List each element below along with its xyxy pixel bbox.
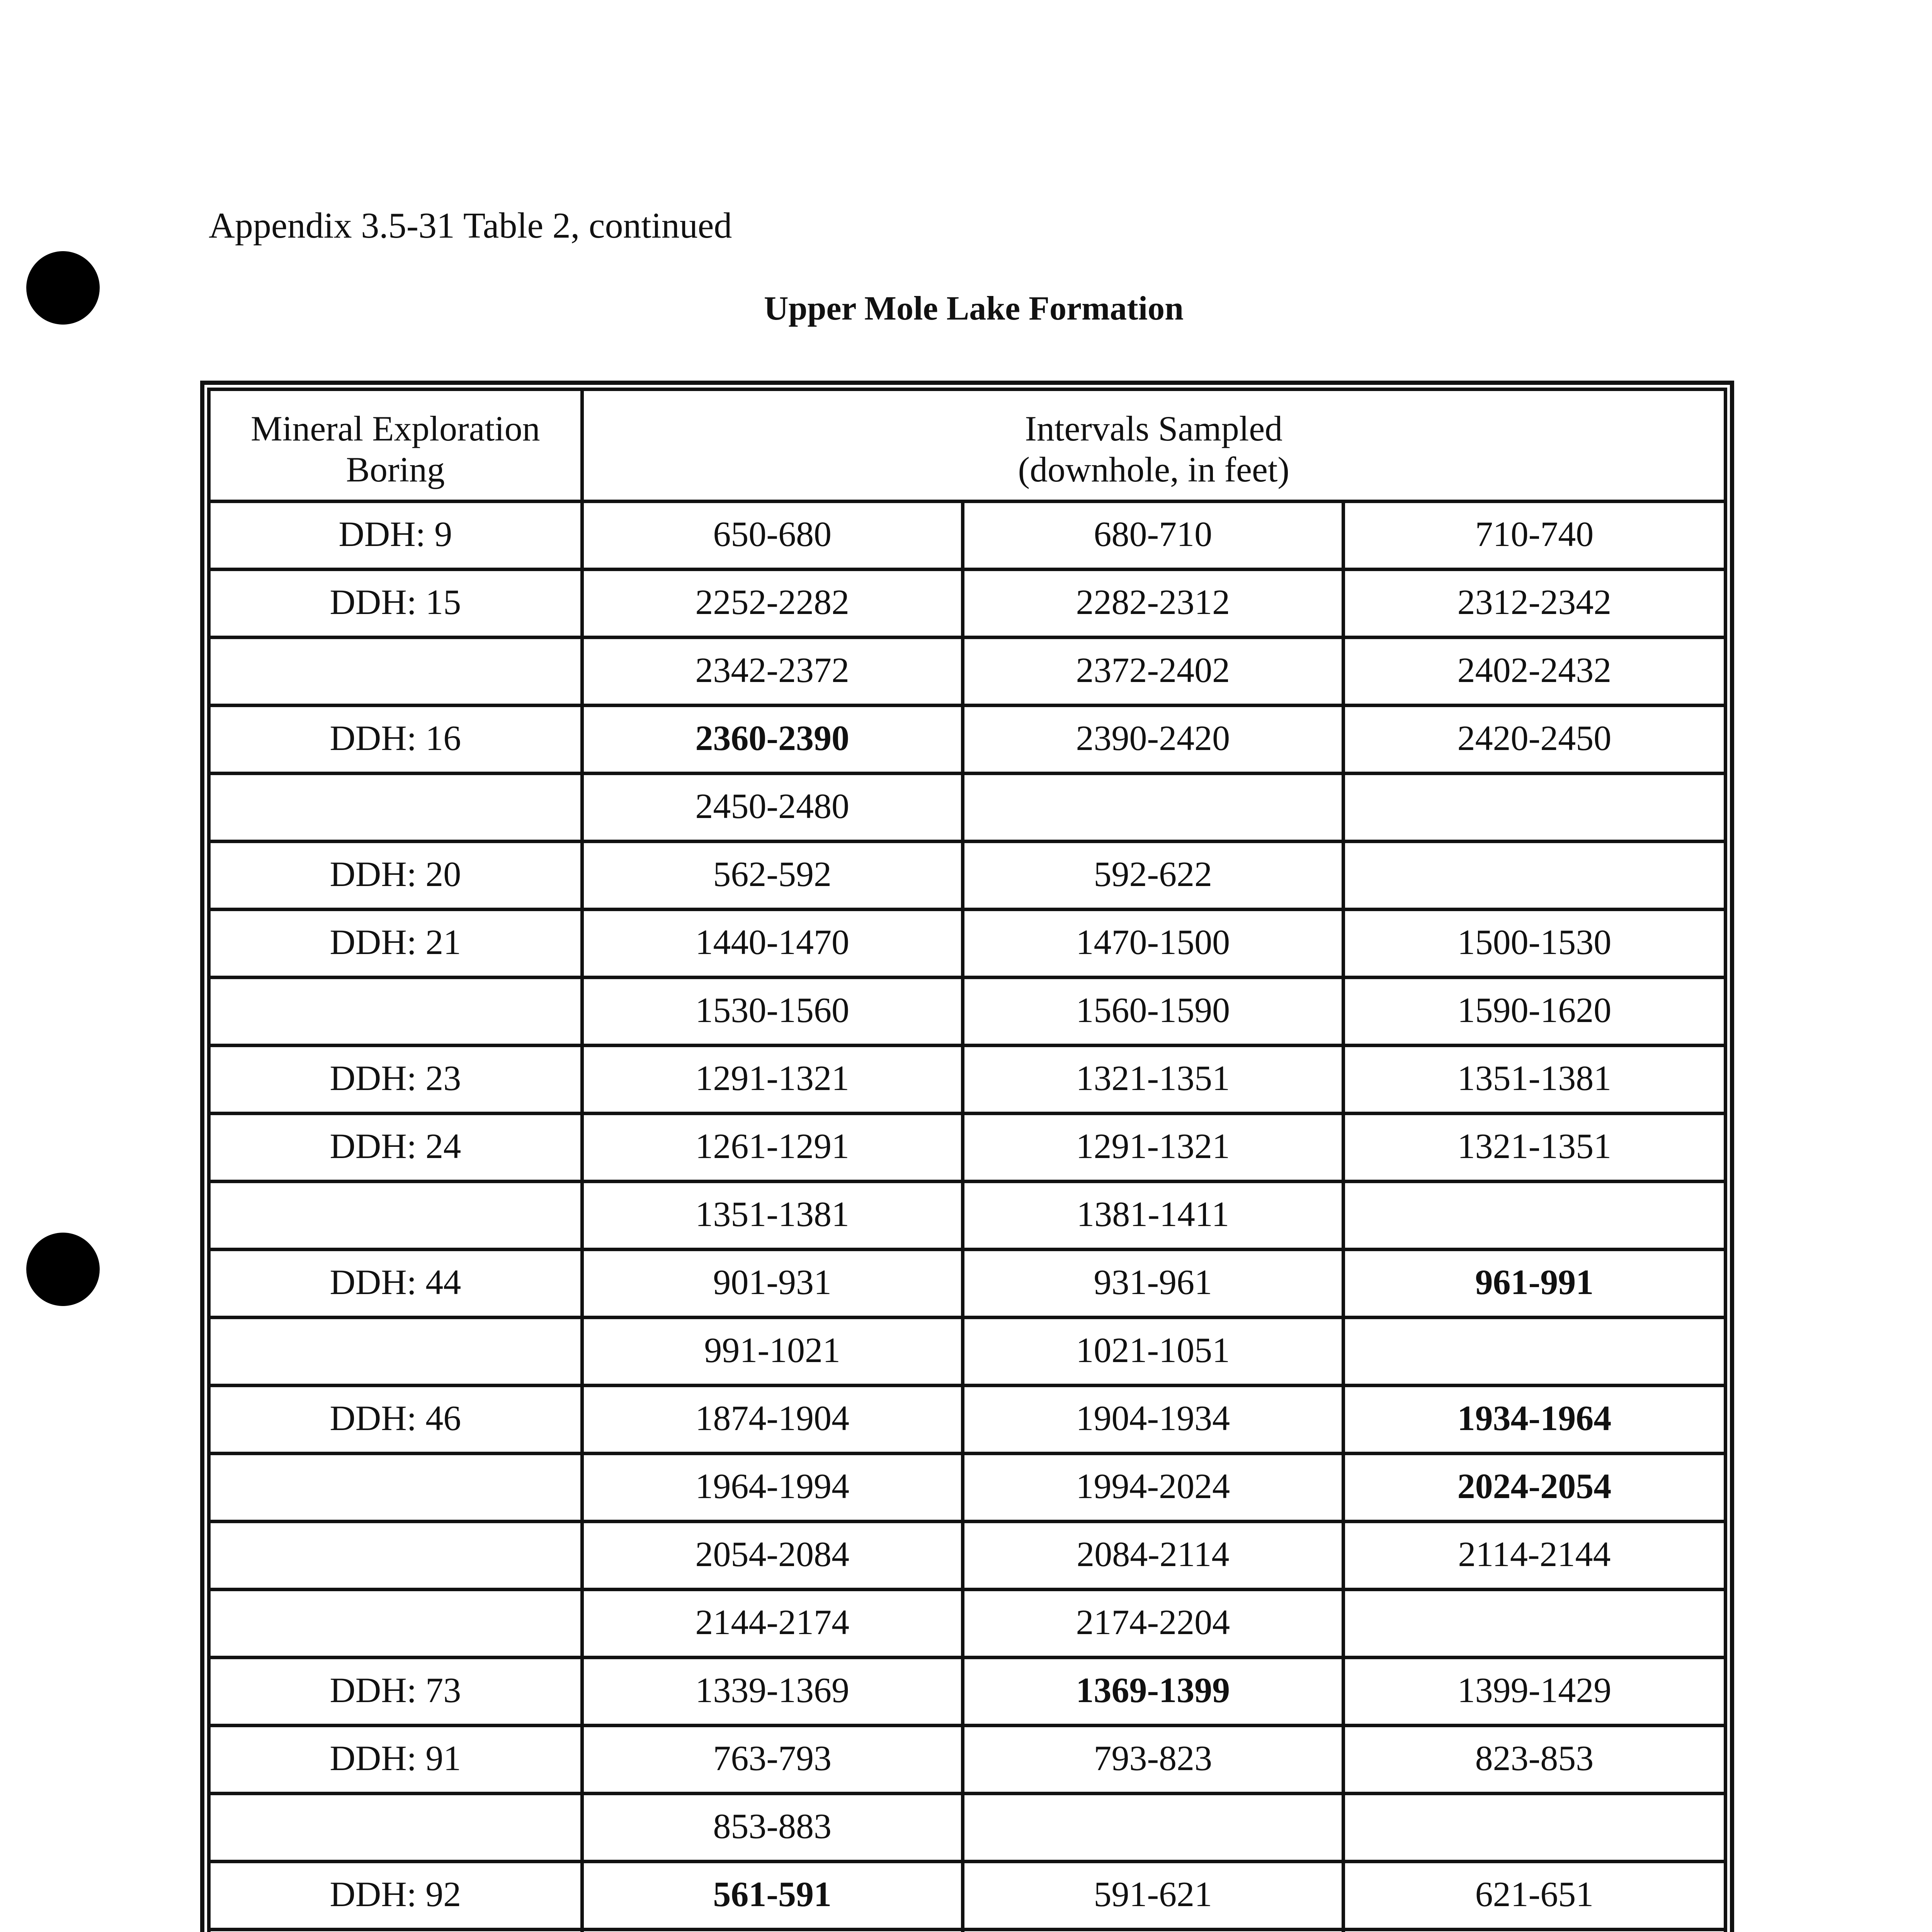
interval-cell: 2054-2084 <box>582 1522 963 1590</box>
interval-cell: 621-651 <box>1343 1862 1725 1930</box>
table-row <box>209 774 1726 842</box>
interval-cell <box>963 774 1343 842</box>
interval-cell: 562-592 <box>582 842 963 910</box>
interval-cell: 2024-2054 <box>1343 1454 1725 1522</box>
interval-cell: 823-853 <box>1343 1726 1725 1794</box>
interval-cell: 1321-1351 <box>963 1046 1343 1114</box>
interval-cell: 1530-1560 <box>582 978 963 1046</box>
interval-cell: 2174-2204 <box>963 1590 1343 1658</box>
boring-cell <box>209 1318 582 1386</box>
interval-cell: 710-740 <box>1343 502 1725 570</box>
table-row <box>209 1726 1726 1794</box>
interval-cell: 1874-1904 <box>582 1386 963 1454</box>
interval-cell: 1381-1411 <box>963 1182 1343 1250</box>
header-intervals-line2: (downhole, in feet) <box>1018 449 1290 489</box>
interval-cell: 592-622 <box>963 842 1343 910</box>
interval-cell: 2144-2174 <box>582 1590 963 1658</box>
interval-cell: 2390-2420 <box>963 706 1343 774</box>
interval-cell <box>1343 1590 1725 1658</box>
interval-cell: 1339-1369 <box>582 1658 963 1726</box>
boring-cell <box>209 1794 582 1862</box>
interval-cell: 680-710 <box>963 502 1343 570</box>
interval-cell: 961-991 <box>1343 1250 1725 1318</box>
header-boring-line2: Boring <box>346 449 445 489</box>
interval-cell <box>1343 1930 1725 1932</box>
table-row <box>209 1386 1726 1454</box>
header-intervals-line1: Intervals Sampled <box>1025 408 1283 448</box>
interval-cell: 2420-2450 <box>1343 706 1725 774</box>
table-row <box>209 1114 1726 1182</box>
boring-cell: DDH: 44 <box>209 1250 582 1318</box>
table-row <box>209 1590 1726 1658</box>
interval-cell <box>1343 774 1725 842</box>
table-row <box>209 1930 1726 1932</box>
interval-cell <box>1343 1182 1725 1250</box>
interval-cell: 1470-1500 <box>963 910 1343 978</box>
boring-cell <box>209 774 582 842</box>
table-row <box>209 1250 1726 1318</box>
interval-cell <box>963 1930 1343 1932</box>
interval-cell: 763-793 <box>582 1726 963 1794</box>
interval-cell: 1560-1590 <box>963 978 1343 1046</box>
boring-cell: DDH: 9 <box>209 502 582 570</box>
boring-cell: DDH: 91 <box>209 1726 582 1794</box>
interval-cell: 2342-2372 <box>582 638 963 706</box>
boring-cell: DDH: 24 <box>209 1114 582 1182</box>
intervals-table <box>207 388 1727 1932</box>
interval-cell <box>963 1794 1343 1862</box>
table-row <box>209 1862 1726 1930</box>
interval-cell: 561-591 <box>582 1862 963 1930</box>
table-row <box>209 1318 1726 1386</box>
interval-cell: 2450-2480 <box>582 774 963 842</box>
interval-cell: 650-680 <box>582 502 963 570</box>
boring-cell <box>209 978 582 1046</box>
table-row <box>209 1182 1726 1250</box>
table-row <box>209 570 1726 638</box>
table-row <box>209 502 1726 570</box>
interval-cell: 1261-1291 <box>582 1114 963 1182</box>
interval-cell: 2360-2390 <box>582 706 963 774</box>
interval-cell: 1291-1321 <box>582 1046 963 1114</box>
boring-cell: DDH: 15 <box>209 570 582 638</box>
interval-cell <box>1343 842 1725 910</box>
table-row <box>209 978 1726 1046</box>
interval-cell: 2282-2312 <box>963 570 1343 638</box>
interval-cell: 1321-1351 <box>1343 1114 1725 1182</box>
interval-cell: 931-961 <box>963 1250 1343 1318</box>
interval-cell: 1964-1994 <box>582 1454 963 1522</box>
table-header-row <box>209 389 1726 502</box>
binder-hole-middle <box>26 1233 100 1306</box>
boring-cell: DDH: 20 <box>209 842 582 910</box>
boring-cell: DDH: 23 <box>209 1046 582 1114</box>
interval-cell: 1994-2024 <box>963 1454 1343 1522</box>
interval-cell: 2084-2114 <box>963 1522 1343 1590</box>
interval-cell: 853-883 <box>582 1794 963 1862</box>
boring-cell: DDH: 92 <box>209 1862 582 1930</box>
interval-cell <box>1343 1794 1725 1862</box>
header-boring <box>209 389 582 502</box>
table-row <box>209 706 1726 774</box>
table-row <box>209 638 1726 706</box>
table-row <box>209 1522 1726 1590</box>
table-row <box>209 1794 1726 1862</box>
interval-cell: 991-1021 <box>582 1318 963 1386</box>
interval-cell: 1440-1470 <box>582 910 963 978</box>
boring-cell <box>209 1182 582 1250</box>
interval-cell: 1500-1530 <box>1343 910 1725 978</box>
interval-cell: 2402-2432 <box>1343 638 1725 706</box>
interval-cell: 591-621 <box>963 1862 1343 1930</box>
table-row <box>209 842 1726 910</box>
header-boring-line1: Mineral Exploration <box>250 408 540 448</box>
boring-cell: DDH: 21 <box>209 910 582 978</box>
interval-cell: 1369-1399 <box>963 1658 1343 1726</box>
interval-cell: 2372-2402 <box>963 638 1343 706</box>
boring-cell <box>209 1930 582 1932</box>
interval-cell: 793-823 <box>963 1726 1343 1794</box>
table-row <box>209 1658 1726 1726</box>
interval-cell <box>1343 1318 1725 1386</box>
boring-cell: DDH: 16 <box>209 706 582 774</box>
interval-cell: 1904-1934 <box>963 1386 1343 1454</box>
table-row <box>209 1454 1726 1522</box>
interval-cell: 1351-1381 <box>582 1182 963 1250</box>
boring-cell <box>209 1454 582 1522</box>
interval-cell <box>582 1930 963 1932</box>
interval-cell: 1590-1620 <box>1343 978 1725 1046</box>
table-body <box>209 502 1726 1932</box>
interval-cell: 1021-1051 <box>963 1318 1343 1386</box>
boring-cell <box>209 1522 582 1590</box>
boring-cell <box>209 638 582 706</box>
interval-cell: 2114-2144 <box>1343 1522 1725 1590</box>
table-frame <box>200 381 1734 1932</box>
interval-cell: 1934-1964 <box>1343 1386 1725 1454</box>
table-title: Upper Mole Lake Formation <box>764 290 1184 327</box>
boring-cell <box>209 1590 582 1658</box>
table-row <box>209 910 1726 978</box>
header-intervals <box>582 389 1725 502</box>
boring-cell: DDH: 46 <box>209 1386 582 1454</box>
interval-cell: 1399-1429 <box>1343 1658 1725 1726</box>
interval-cell: 901-931 <box>582 1250 963 1318</box>
interval-cell: 2312-2342 <box>1343 570 1725 638</box>
appendix-heading: Appendix 3.5-31 Table 2, continued <box>209 206 732 246</box>
interval-cell: 2252-2282 <box>582 570 963 638</box>
table-row <box>209 1046 1726 1114</box>
interval-cell: 1351-1381 <box>1343 1046 1725 1114</box>
interval-cell: 1291-1321 <box>963 1114 1343 1182</box>
boring-cell: DDH: 73 <box>209 1658 582 1726</box>
